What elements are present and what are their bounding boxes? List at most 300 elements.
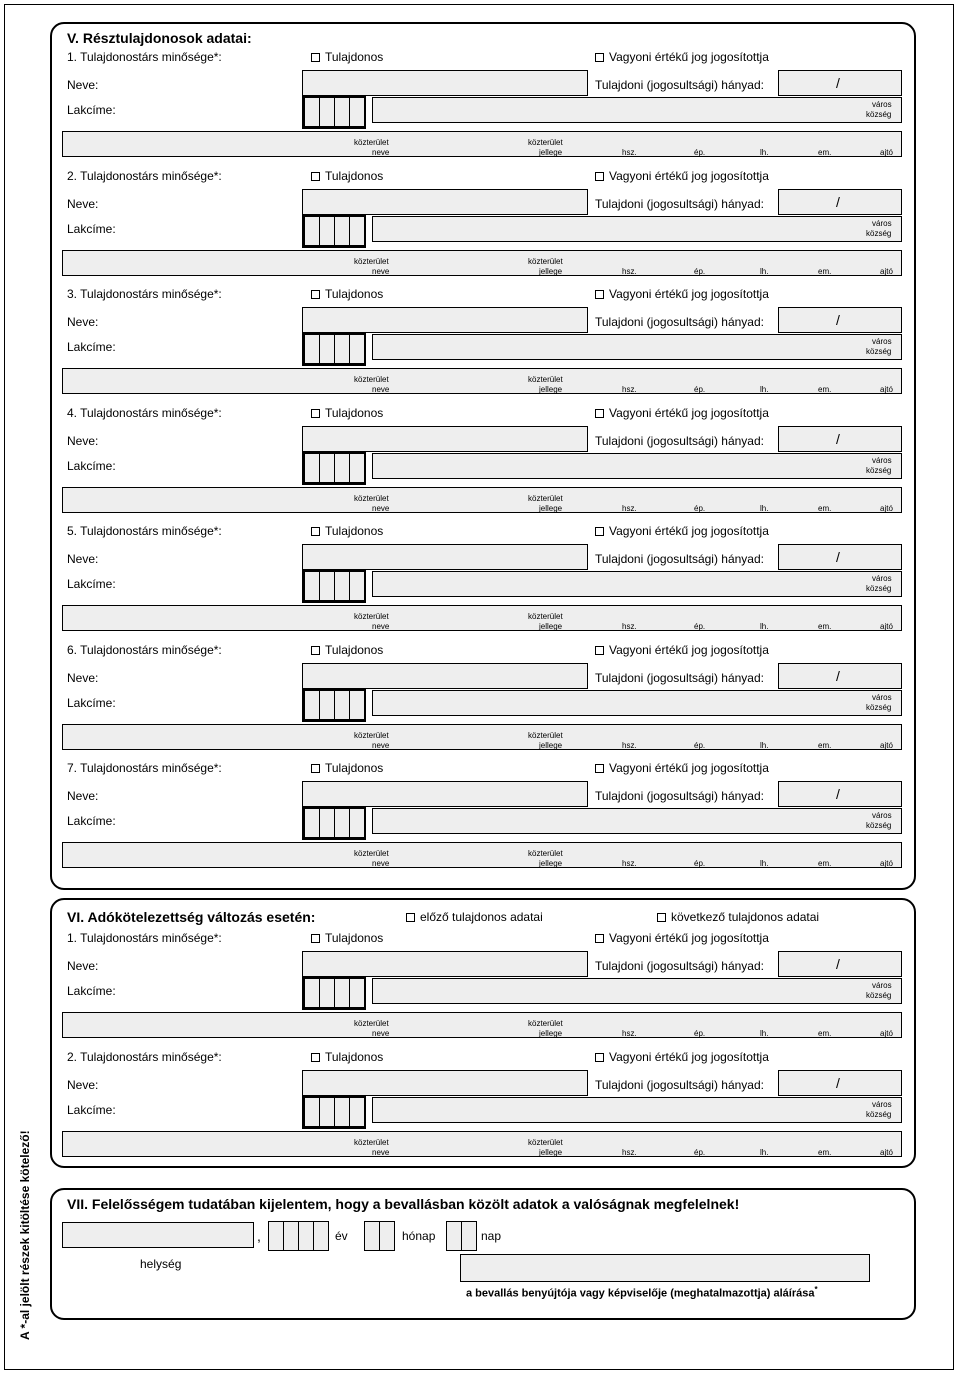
option-rights-holder[interactable] bbox=[595, 761, 769, 775]
door-label: ajtó bbox=[880, 148, 893, 157]
postal-digit[interactable] bbox=[349, 690, 365, 720]
option-rights-label: Vagyoni értékű jog jogosítottja bbox=[609, 287, 769, 301]
postal-digit[interactable] bbox=[319, 97, 335, 127]
building-label: ép. bbox=[694, 1029, 706, 1038]
mandatory-note: A *-al jelölt részek kitöltése kötelező! bbox=[18, 1130, 32, 1340]
floor-label: em. bbox=[818, 622, 832, 631]
postal-digit[interactable] bbox=[304, 690, 320, 720]
option-rights-holder[interactable] bbox=[595, 1050, 769, 1064]
postal-digit[interactable] bbox=[334, 978, 350, 1008]
street-type-label-2: jellege bbox=[539, 266, 563, 276]
owner-quality-label: 1. Tulajdonostárs minősége*: bbox=[67, 931, 222, 945]
option-owner[interactable] bbox=[311, 643, 383, 657]
city-label-1: város bbox=[872, 981, 892, 990]
street-field[interactable] bbox=[62, 131, 902, 157]
street-name-label-2: neve bbox=[372, 385, 390, 394]
staircase-label: lh. bbox=[760, 622, 769, 631]
postal-digit[interactable] bbox=[349, 1097, 365, 1127]
option-rights-holder[interactable] bbox=[595, 931, 769, 945]
postal-code-field[interactable] bbox=[302, 95, 366, 129]
floor-label: em. bbox=[818, 1029, 832, 1038]
owner-quality-label: 4. Tulajdonostárs minősége*: bbox=[67, 405, 222, 420]
year-label: év bbox=[335, 1229, 348, 1243]
street-field[interactable] bbox=[62, 1012, 902, 1038]
house-number-label: hsz. bbox=[622, 622, 637, 631]
postal-digit[interactable] bbox=[319, 571, 335, 601]
option-owner-label: Tulajdonos bbox=[325, 761, 384, 775]
owner-quality-label: 5. Tulajdonostárs minősége*: bbox=[67, 524, 222, 538]
share-label: Tulajdoni (jogosultsági) hányad: bbox=[595, 315, 764, 329]
city-field[interactable] bbox=[372, 808, 902, 834]
house-number-label: hsz. bbox=[622, 1147, 637, 1157]
address-label: Lakcíme: bbox=[67, 814, 116, 828]
city-field[interactable] bbox=[372, 216, 902, 242]
street-type-label-1: közterület bbox=[528, 138, 563, 147]
address-label: Lakcíme: bbox=[67, 695, 116, 710]
month-digit[interactable] bbox=[364, 1221, 380, 1251]
street-name-label-1: közterület bbox=[354, 849, 389, 858]
street-name-label-1: közterület bbox=[354, 493, 389, 503]
city-label-1: város bbox=[872, 218, 892, 228]
postal-digit[interactable] bbox=[349, 978, 365, 1008]
checkbox-icon[interactable] bbox=[311, 290, 320, 299]
checkbox-icon[interactable] bbox=[595, 290, 604, 299]
city-label-2: község bbox=[866, 821, 892, 830]
share-label: Tulajdoni (jogosultsági) hányad: bbox=[595, 959, 764, 973]
door-label: ajtó bbox=[880, 622, 893, 631]
name-field[interactable] bbox=[302, 663, 588, 689]
share-slash: / bbox=[836, 956, 840, 972]
street-type-label-2: jellege bbox=[539, 503, 563, 513]
street-name-label-1: közterület bbox=[354, 730, 389, 740]
floor-label: em. bbox=[818, 859, 832, 868]
address-label: Lakcíme: bbox=[67, 1102, 116, 1117]
building-label: ép. bbox=[694, 622, 706, 631]
house-number-label: hsz. bbox=[622, 266, 637, 276]
share-slash: / bbox=[836, 549, 840, 565]
address-label: Lakcíme: bbox=[67, 984, 116, 998]
floor-label: em. bbox=[818, 503, 832, 513]
option-rights-label: Vagyoni értékű jog jogosítottja bbox=[609, 642, 769, 657]
city-label-2: község bbox=[866, 991, 892, 1000]
street-field[interactable] bbox=[62, 368, 902, 394]
street-name-label-2: neve bbox=[372, 740, 390, 750]
street-type-label-1: közterület bbox=[528, 730, 563, 740]
share-label: Tulajdoni (jogosultsági) hányad: bbox=[595, 1077, 764, 1092]
postal-digit[interactable] bbox=[304, 571, 320, 601]
postal-code-field[interactable] bbox=[302, 451, 366, 485]
share-slash: / bbox=[836, 667, 840, 684]
building-label: ép. bbox=[694, 266, 706, 276]
option-owner[interactable] bbox=[311, 1050, 383, 1064]
option-next-owner[interactable]: következő tulajdonos adatai bbox=[657, 910, 819, 924]
day-label: nap bbox=[481, 1229, 502, 1243]
staircase-label: lh. bbox=[760, 1147, 769, 1157]
signature-label: a bevallás benyújtója vagy képviselője (meghatalmazottja) aláírása* bbox=[466, 1285, 818, 1300]
postal-digit[interactable] bbox=[349, 216, 365, 246]
postal-digit[interactable] bbox=[304, 978, 320, 1008]
option-rights-holder[interactable] bbox=[595, 287, 769, 301]
street-type-label-2: jellege bbox=[539, 622, 563, 631]
city-label-1: város bbox=[872, 337, 892, 346]
door-label: ajtó bbox=[880, 385, 893, 394]
share-label: Tulajdoni (jogosultsági) hányad: bbox=[595, 552, 764, 566]
street-name-label-2: neve bbox=[372, 859, 390, 868]
street-type-label-1: közterület bbox=[528, 1137, 563, 1147]
share-slash: / bbox=[836, 193, 840, 210]
street-field[interactable] bbox=[62, 605, 902, 631]
name-field[interactable] bbox=[302, 544, 588, 570]
floor-label: em. bbox=[818, 1147, 832, 1157]
option-owner-label: Tulajdonos bbox=[325, 405, 384, 420]
option-owner[interactable] bbox=[311, 287, 383, 301]
checkbox-icon[interactable] bbox=[311, 53, 320, 62]
staircase-label: lh. bbox=[760, 266, 769, 276]
checkbox-icon[interactable] bbox=[311, 646, 320, 655]
option-owner[interactable] bbox=[311, 50, 383, 64]
checkbox-icon[interactable] bbox=[595, 764, 604, 773]
postal-digit[interactable] bbox=[334, 1097, 350, 1127]
city-label-2: község bbox=[866, 584, 892, 593]
share-label: Tulajdoni (jogosultsági) hányad: bbox=[595, 196, 764, 211]
staircase-label: lh. bbox=[760, 740, 769, 750]
name-label: Neve: bbox=[67, 1077, 99, 1092]
city-label-1: város bbox=[872, 811, 892, 820]
option-rights-label: Vagyoni értékű jog jogosítottja bbox=[609, 405, 769, 420]
name-field[interactable] bbox=[302, 781, 588, 807]
door-label: ajtó bbox=[880, 266, 893, 276]
street-type-label-1: közterület bbox=[528, 849, 563, 858]
city-label-2: község bbox=[866, 1109, 892, 1119]
street-name-label-1: közterület bbox=[354, 1019, 389, 1028]
city-field[interactable] bbox=[372, 453, 902, 479]
house-number-label: hsz. bbox=[622, 385, 637, 394]
city-field[interactable] bbox=[372, 334, 902, 360]
name-field[interactable] bbox=[302, 70, 588, 96]
option-owner-label: Tulajdonos bbox=[325, 642, 384, 657]
share-slash: / bbox=[836, 75, 840, 91]
month-field[interactable] bbox=[364, 1221, 394, 1251]
postal-digit[interactable] bbox=[304, 97, 320, 127]
house-number-label: hsz. bbox=[622, 1029, 637, 1038]
building-label: ép. bbox=[694, 740, 706, 750]
day-digit[interactable] bbox=[461, 1221, 477, 1251]
option-owner[interactable] bbox=[311, 406, 383, 420]
checkbox-icon[interactable] bbox=[595, 409, 604, 418]
street-field[interactable] bbox=[62, 1131, 902, 1157]
city-field[interactable] bbox=[372, 97, 902, 123]
house-number-label: hsz. bbox=[622, 740, 637, 750]
street-name-label-2: neve bbox=[372, 1147, 390, 1157]
postal-digit[interactable] bbox=[304, 808, 320, 838]
floor-label: em. bbox=[818, 385, 832, 394]
street-type-label-1: közterület bbox=[528, 493, 563, 503]
street-name-label-1: közterület bbox=[354, 375, 389, 384]
address-label: Lakcíme: bbox=[67, 103, 116, 117]
section-5-title: V. Résztulajdonosok adatai: bbox=[67, 30, 252, 46]
postal-code-field[interactable] bbox=[302, 976, 366, 1010]
checkbox-icon[interactable] bbox=[311, 409, 320, 418]
street-name-label-1: közterület bbox=[354, 612, 389, 621]
staircase-label: lh. bbox=[760, 1029, 769, 1038]
name-label: Neve: bbox=[67, 315, 99, 329]
share-label: Tulajdoni (jogosultsági) hányad: bbox=[595, 433, 764, 448]
postal-digit[interactable] bbox=[319, 1097, 335, 1127]
building-label: ép. bbox=[694, 148, 706, 157]
postal-digit[interactable] bbox=[334, 690, 350, 720]
option-rights-label: Vagyoni értékű jog jogosítottja bbox=[609, 931, 769, 945]
street-name-label-1: közterület bbox=[354, 1137, 389, 1147]
share-field[interactable] bbox=[778, 189, 902, 215]
share-label: Tulajdoni (jogosultsági) hányad: bbox=[595, 670, 764, 685]
postal-digit[interactable] bbox=[334, 571, 350, 601]
city-label-2: község bbox=[866, 228, 892, 238]
option-rights-holder[interactable] bbox=[595, 50, 769, 64]
postal-digit[interactable] bbox=[304, 334, 320, 364]
year-field[interactable] bbox=[268, 1221, 328, 1251]
option-rights-label: Vagyoni értékű jog jogosítottja bbox=[609, 50, 769, 64]
postal-code-field[interactable] bbox=[302, 688, 366, 722]
checkbox-icon[interactable] bbox=[311, 172, 320, 181]
door-label: ajtó bbox=[880, 1147, 893, 1157]
postal-digit[interactable] bbox=[319, 690, 335, 720]
city-label-1: város bbox=[872, 455, 892, 465]
door-label: ajtó bbox=[880, 1029, 893, 1038]
postal-digit[interactable] bbox=[319, 808, 335, 838]
name-field[interactable] bbox=[302, 307, 588, 333]
share-slash: / bbox=[836, 430, 840, 447]
city-label-2: község bbox=[866, 465, 892, 475]
option-owner-label: Tulajdonos bbox=[325, 524, 384, 538]
building-label: ép. bbox=[694, 859, 706, 868]
day-field[interactable] bbox=[446, 1221, 476, 1251]
checkbox-icon[interactable] bbox=[311, 1053, 320, 1062]
owner-quality-label: 1. Tulajdonostárs minősége*: bbox=[67, 50, 222, 64]
month-label: hónap bbox=[402, 1229, 436, 1243]
address-label: Lakcíme: bbox=[67, 221, 116, 236]
postal-digit[interactable] bbox=[334, 97, 350, 127]
city-label-1: város bbox=[872, 1099, 892, 1109]
house-number-label: hsz. bbox=[622, 503, 637, 513]
year-digit[interactable] bbox=[283, 1221, 299, 1251]
postal-digit[interactable] bbox=[349, 334, 365, 364]
option-owner[interactable] bbox=[311, 169, 383, 183]
city-label-1: város bbox=[872, 692, 892, 702]
option-rights-holder[interactable] bbox=[595, 169, 769, 183]
street-type-label-2: jellege bbox=[539, 148, 563, 157]
option-owner[interactable] bbox=[311, 524, 383, 538]
owner-quality-label: 2. Tulajdonostárs minősége*: bbox=[67, 168, 222, 183]
owner-quality-label: 2. Tulajdonostárs minősége*: bbox=[67, 1049, 222, 1064]
postal-digit[interactable] bbox=[319, 453, 335, 483]
street-name-label-2: neve bbox=[372, 622, 390, 631]
street-type-label-1: közterület bbox=[528, 612, 563, 621]
section-7-title: VII. Felelősségem tudatában kijelentem, hogy a bevallásban közölt adatok a valóságnak megfelelnek! bbox=[67, 1196, 740, 1212]
street-name-label-2: neve bbox=[372, 503, 390, 513]
street-type-label-2: jellege bbox=[539, 740, 563, 750]
share-slash: / bbox=[836, 786, 840, 802]
postal-digit[interactable] bbox=[349, 571, 365, 601]
floor-label: em. bbox=[818, 740, 832, 750]
staircase-label: lh. bbox=[760, 503, 769, 513]
street-name-label-2: neve bbox=[372, 1029, 390, 1038]
option-owner-label: Tulajdonos bbox=[325, 50, 384, 64]
month-digit[interactable] bbox=[379, 1221, 395, 1251]
year-digit[interactable] bbox=[268, 1221, 284, 1251]
name-label: Neve: bbox=[67, 959, 99, 973]
postal-code-field[interactable] bbox=[302, 569, 366, 603]
street-name-label-2: neve bbox=[372, 148, 390, 157]
street-type-label-1: közterület bbox=[528, 1019, 563, 1028]
floor-label: em. bbox=[818, 148, 832, 157]
option-owner-label: Tulajdonos bbox=[325, 1049, 384, 1064]
share-slash: / bbox=[836, 1074, 840, 1091]
share-field[interactable] bbox=[778, 663, 902, 689]
street-type-label-2: jellege bbox=[539, 1029, 563, 1038]
owner-quality-label: 7. Tulajdonostárs minősége*: bbox=[67, 761, 222, 775]
city-field[interactable] bbox=[372, 571, 902, 597]
street-name-label-2: neve bbox=[372, 266, 390, 276]
postal-digit[interactable] bbox=[319, 978, 335, 1008]
name-field[interactable] bbox=[302, 1070, 588, 1096]
postal-digit[interactable] bbox=[349, 808, 365, 838]
share-field[interactable] bbox=[778, 426, 902, 452]
share-slash: / bbox=[836, 312, 840, 328]
share-label: Tulajdoni (jogosultsági) hányad: bbox=[595, 789, 764, 803]
name-field[interactable] bbox=[302, 426, 588, 452]
option-rights-label: Vagyoni értékű jog jogosítottja bbox=[609, 1049, 769, 1064]
option-owner[interactable] bbox=[311, 761, 383, 775]
building-label: ép. bbox=[694, 503, 706, 513]
section-6-title: VI. Adókötelezettség változás esetén: bbox=[67, 909, 316, 925]
place-field[interactable] bbox=[62, 1222, 254, 1248]
name-field[interactable] bbox=[302, 951, 588, 977]
street-type-label-1: közterület bbox=[528, 375, 563, 384]
postal-code-field[interactable] bbox=[302, 332, 366, 366]
postal-digit[interactable] bbox=[304, 1097, 320, 1127]
share-field[interactable] bbox=[778, 781, 902, 807]
city-label-2: község bbox=[866, 110, 892, 119]
share-label: Tulajdoni (jogosultsági) hányad: bbox=[595, 78, 764, 92]
comma: , bbox=[257, 1228, 261, 1244]
option-owner-label: Tulajdonos bbox=[325, 168, 384, 183]
owner-quality-label: 6. Tulajdonostárs minősége*: bbox=[67, 642, 222, 657]
name-label: Neve: bbox=[67, 670, 99, 685]
postal-code-field[interactable] bbox=[302, 1095, 366, 1129]
option-rights-label: Vagyoni értékű jog jogosítottja bbox=[609, 761, 769, 775]
option-owner-label: Tulajdonos bbox=[325, 287, 384, 301]
street-field[interactable] bbox=[62, 842, 902, 868]
postal-digit[interactable] bbox=[334, 216, 350, 246]
share-field[interactable] bbox=[778, 951, 902, 977]
city-field[interactable] bbox=[372, 1097, 902, 1123]
checkbox-icon[interactable] bbox=[595, 172, 604, 181]
postal-digit[interactable] bbox=[334, 334, 350, 364]
door-label: ajtó bbox=[880, 740, 893, 750]
checkbox-icon[interactable] bbox=[595, 527, 604, 536]
street-type-label-2: jellege bbox=[539, 859, 563, 868]
option-rights-label: Vagyoni értékű jog jogosítottja bbox=[609, 524, 769, 538]
checkbox-icon[interactable] bbox=[311, 764, 320, 773]
option-rights-label: Vagyoni értékű jog jogosítottja bbox=[609, 168, 769, 183]
day-digit[interactable] bbox=[446, 1221, 462, 1251]
share-field[interactable] bbox=[778, 70, 902, 96]
street-field[interactable] bbox=[62, 487, 902, 513]
address-label: Lakcíme: bbox=[67, 340, 116, 354]
street-name-label-1: közterület bbox=[354, 256, 389, 266]
name-label: Neve: bbox=[67, 789, 99, 803]
postal-digit[interactable] bbox=[304, 216, 320, 246]
street-field[interactable] bbox=[62, 250, 902, 276]
signature-field[interactable] bbox=[460, 1254, 870, 1282]
checkbox-icon[interactable] bbox=[406, 913, 415, 922]
option-rights-holder[interactable] bbox=[595, 643, 769, 657]
city-label-1: város bbox=[872, 574, 892, 583]
year-digit[interactable] bbox=[313, 1221, 329, 1251]
staircase-label: lh. bbox=[760, 859, 769, 868]
checkbox-icon[interactable] bbox=[595, 646, 604, 655]
house-number-label: hsz. bbox=[622, 148, 637, 157]
name-field[interactable] bbox=[302, 189, 588, 215]
name-label: Neve: bbox=[67, 78, 99, 92]
checkbox-icon[interactable] bbox=[311, 934, 320, 943]
house-number-label: hsz. bbox=[622, 859, 637, 868]
city-label-1: város bbox=[872, 100, 892, 109]
name-label: Neve: bbox=[67, 552, 99, 566]
option-owner[interactable] bbox=[311, 931, 383, 945]
staircase-label: lh. bbox=[760, 148, 769, 157]
name-label: Neve: bbox=[67, 196, 99, 211]
postal-digit[interactable] bbox=[319, 216, 335, 246]
building-label: ép. bbox=[694, 1147, 706, 1157]
share-field[interactable] bbox=[778, 307, 902, 333]
option-rights-holder[interactable] bbox=[595, 524, 769, 538]
postal-digit[interactable] bbox=[319, 334, 335, 364]
postal-digit[interactable] bbox=[334, 808, 350, 838]
postal-code-field[interactable] bbox=[302, 214, 366, 248]
postal-digit[interactable] bbox=[334, 453, 350, 483]
street-type-label-1: közterület bbox=[528, 256, 563, 266]
checkbox-icon[interactable] bbox=[657, 913, 666, 922]
building-label: ép. bbox=[694, 385, 706, 394]
address-label: Lakcíme: bbox=[67, 577, 116, 591]
checkbox-icon[interactable] bbox=[595, 934, 604, 943]
address-label: Lakcíme: bbox=[67, 458, 116, 473]
option-previous-owner[interactable]: előző tulajdonos adatai bbox=[406, 910, 543, 924]
city-label-2: község bbox=[866, 347, 892, 356]
option-rights-holder[interactable] bbox=[595, 406, 769, 420]
street-field[interactable] bbox=[62, 724, 902, 750]
name-label: Neve: bbox=[67, 433, 99, 448]
share-field[interactable] bbox=[778, 1070, 902, 1096]
city-field[interactable] bbox=[372, 978, 902, 1004]
place-label: helység bbox=[140, 1257, 182, 1271]
door-label: ajtó bbox=[880, 503, 893, 513]
staircase-label: lh. bbox=[760, 385, 769, 394]
share-field[interactable] bbox=[778, 544, 902, 570]
year-digit[interactable] bbox=[298, 1221, 314, 1251]
checkbox-icon[interactable] bbox=[595, 1053, 604, 1062]
street-type-label-2: jellege bbox=[539, 385, 563, 394]
postal-digit[interactable] bbox=[349, 453, 365, 483]
postal-digit[interactable] bbox=[349, 97, 365, 127]
checkbox-icon[interactable] bbox=[595, 53, 604, 62]
city-field[interactable] bbox=[372, 690, 902, 716]
postal-digit[interactable] bbox=[304, 453, 320, 483]
city-label-2: község bbox=[866, 702, 892, 712]
postal-code-field[interactable] bbox=[302, 806, 366, 840]
checkbox-icon[interactable] bbox=[311, 527, 320, 536]
